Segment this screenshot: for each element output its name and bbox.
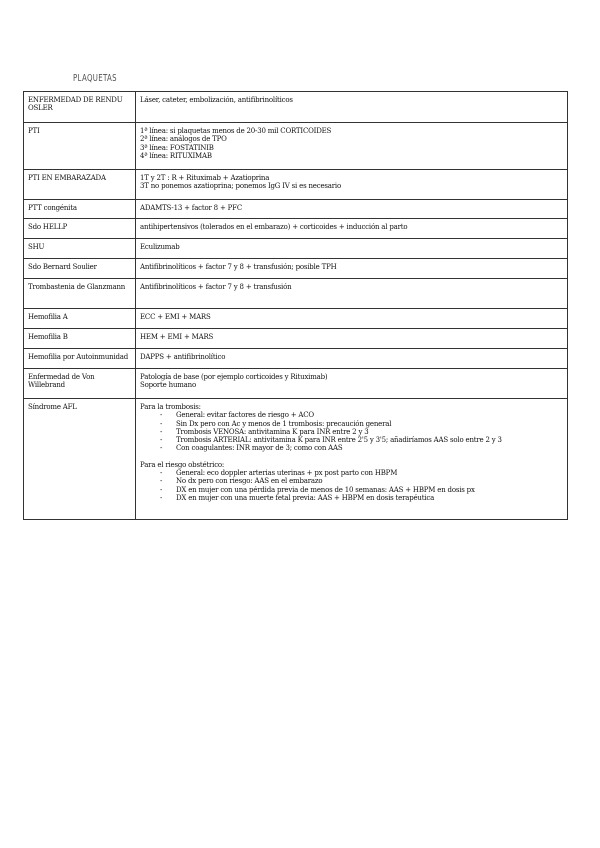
table-row [24, 369, 568, 399]
table-row [24, 239, 568, 259]
treatment-table [23, 91, 568, 520]
treatment-cell [136, 200, 568, 219]
treatment-line: 2ª línea: análogos de TPO [140, 135, 227, 144]
treatment-line: 3T no ponemos azatioprina; ponemos IgG IV si es necesario [140, 182, 341, 191]
treatment-line: DAPPS + antifibrinolítico [140, 353, 226, 361]
table-row [24, 309, 568, 329]
list-item: - Trombosis VENOSA: antivitamina K para INR entre 2 y 3 [160, 428, 563, 436]
treatment-line: 1ª línea: si plaquetas menos de 20-30 mil CORTICOIDES [140, 127, 332, 135]
disease-cell: PTI EN EMBARAZADA [24, 170, 136, 200]
treatment-cell [136, 219, 568, 239]
treatment-cell [136, 309, 568, 329]
table-row [24, 279, 568, 309]
list-item: - Con coagulantes: INR mayor de 3; como con AAS [160, 444, 563, 452]
spacer [140, 453, 563, 461]
list-item: - No dx pero con riesgo: AAS en el embarazo [160, 477, 563, 485]
list-item: - DX en mujer con una muerte fetal previa: AAS + HBPM en dosis terapéutica [160, 494, 563, 502]
treatment-cell [136, 349, 568, 369]
table-row [24, 259, 568, 279]
list-item: - General: eco doppler arterias uterinas + px post parto con HBPM [160, 469, 563, 477]
table-row [24, 123, 568, 170]
list-item: - Trombosis ARTERIAL: antivitamina K para INR entre 2'5 y 3'5; añadiríamos AAS solo entre 2 y 3 [160, 436, 563, 444]
page-title: PLAQUETAS [73, 73, 117, 84]
disease-cell: Hemofilia por Autoinmunidad [24, 349, 136, 369]
treatment-line: ECC + EMI + MARS [140, 313, 211, 321]
disease-cell: Sdo Bernard Soulier [24, 259, 136, 279]
treatment-cell [136, 369, 568, 399]
table-row [24, 349, 568, 369]
treatment-cell [136, 259, 568, 279]
treatment-line: antihipertensivos (tolerados en el embarazo) + corticoides + inducción al parto [140, 223, 408, 231]
disease-cell: PTI [24, 123, 136, 170]
disease-cell: Hemofilia A [24, 309, 136, 329]
disease-cell: Trombastenia de Glanzmann [24, 279, 136, 309]
table-row [24, 219, 568, 239]
obstetric-list [140, 469, 563, 502]
treatment-line: Eculizumab [140, 243, 180, 251]
treatment-cell [136, 123, 568, 170]
table-row [24, 399, 568, 520]
treatment-line: 1T y 2T : R + Rituximab + Azatioprina [140, 174, 270, 182]
treatment-line: Patología de base (por ejemplo corticoides y Rituximab) [140, 373, 328, 381]
disease-cell: Síndrome AFL [24, 399, 136, 520]
treatment-line: Antifibrinolíticos + factor 7 y 8 + transfusión [140, 283, 292, 291]
disease-cell: Hemofilia B [24, 329, 136, 349]
list-item: - General: evitar factores de riesgo + ACO [160, 411, 563, 419]
treatment-line: 3ª línea: FOSTATINIB [140, 143, 214, 152]
list-item: - Sin Dx pero con Ac y menos de 1 trombosis: precaución general [160, 420, 563, 428]
treatment-cell [136, 239, 568, 259]
thrombosis-list [140, 411, 563, 452]
disease-cell: PTT congénita [24, 200, 136, 219]
table-row [24, 329, 568, 349]
treatment-line: HEM + EMI + MARS [140, 333, 214, 341]
disease-cell: SHU [24, 239, 136, 259]
disease-cell: Sdo HELLP [24, 219, 136, 239]
treatment-line: Soporte humano [140, 381, 196, 390]
disease-cell: Enfermedad de Von Willebrand [24, 369, 136, 399]
treatment-cell [136, 170, 568, 200]
table-row [24, 170, 568, 200]
table-row [24, 92, 568, 123]
treatment-cell [136, 399, 568, 520]
treatment-cell [136, 279, 568, 309]
treatment-line: ADAMTS-13 + factor 8 + PFC [140, 204, 242, 212]
section-title-obstetric: Para el riesgo obstétrico: [140, 460, 225, 469]
treatment-cell [136, 92, 568, 123]
treatment-line: 4ª línea: RITUXIMAB [140, 151, 212, 160]
disease-cell: ENFERMEDAD DE RENDU OSLER [24, 92, 136, 123]
treatment-cell [136, 329, 568, 349]
treatment-line: Antifibrinolíticos + factor 7 y 8 + transfusión; posible TPH [140, 263, 337, 271]
table-row [24, 200, 568, 219]
section-title-thrombosis: Para la trombosis: [140, 403, 201, 411]
treatment-line: Láser, cateter, embolización, antifibrinolíticos [140, 96, 293, 104]
list-item: - DX en mujer con una pérdida previa de menos de 10 semanas: AAS + HBPM en dosis px [160, 486, 563, 494]
